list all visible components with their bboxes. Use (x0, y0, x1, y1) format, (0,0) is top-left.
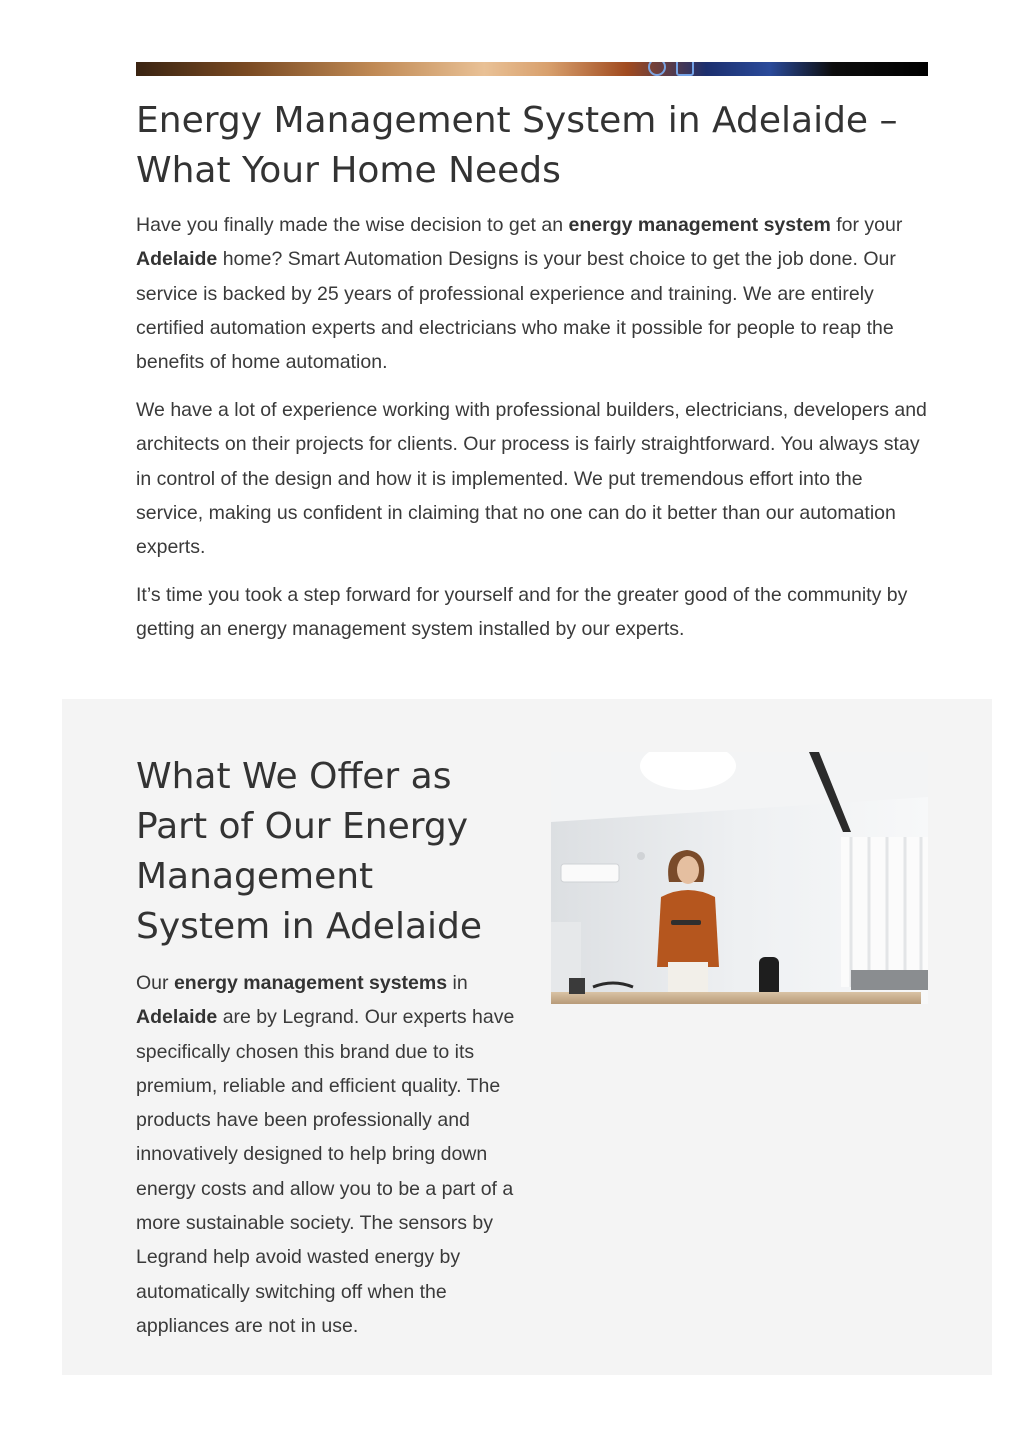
experience-paragraph: We have a lot of experience working with professional builders, electricians, developers and architects on their projects for clients. Our process is fairly straightforward. You always stay in control of the design and how it is implemented. We put tremendous effort into the service, making us confident in claiming that no one can do it better than our automation experts. (136, 399, 927, 559)
keyword-energy-management-system: energy management system (568, 214, 831, 236)
keyword-energy-management-systems: energy management systems (173, 972, 448, 994)
smart-home-icon (648, 62, 666, 76)
hero-image-strip (136, 62, 928, 76)
page-title: Energy Management System in Adelaide – What Your Home Needs (136, 100, 898, 191)
intro-paragraph: Have you finally made the wise decision to get an energy management system for your Adelaide home? Smart Automation Designs is your best choice to get the job done. Our service is backed by 25 years of professional experience and training. We are entirely certified automation experts and electricians who make it possible for people to reap the benefits of home automation. (136, 214, 903, 374)
closing-paragraph: It’s time you took a step forward for yourself and for the greater good of the community by getting an energy management system installed by our experts. (136, 584, 908, 641)
keyword-adelaide: Adelaide (136, 248, 218, 271)
offer-heading: What We Offer as Part of Our Energy Management System in Adelaide (136, 756, 483, 947)
keyword-adelaide: Adelaide (136, 1006, 218, 1029)
offer-paragraph: Our energy management systems in Adelaide are by Legrand. Our experts have specifically chosen this brand due to its premium, reliable and efficient quality. The products have been professionally and innovatively designed to help bring down energy costs and allow you to be a part of a more sustainable society. The sensors by Legrand help avoid wasted energy by automatically switching off when the appliances are not in use. (136, 972, 515, 1337)
device-icon (676, 62, 694, 76)
woman-in-smart-home-photo (551, 752, 928, 1004)
